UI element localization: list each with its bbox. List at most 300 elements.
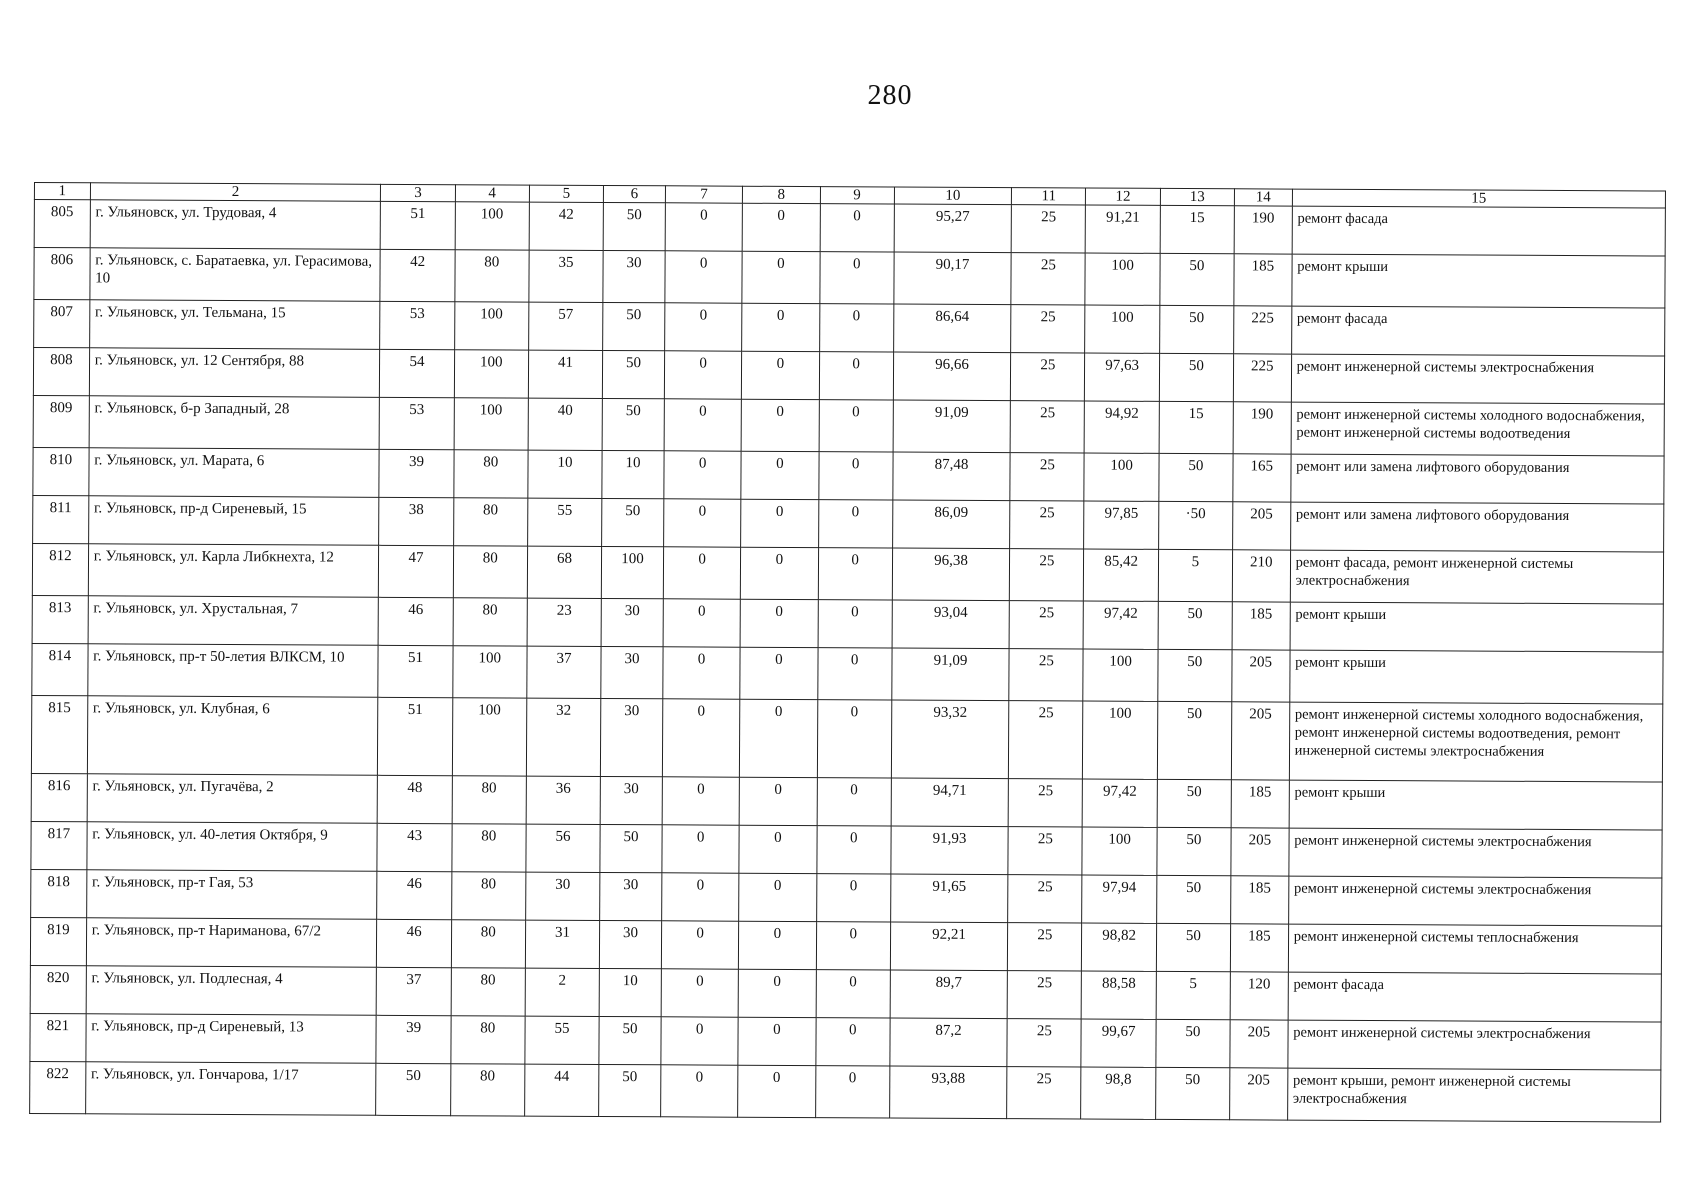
- value-cell: 185: [1231, 780, 1289, 828]
- column-header: 8: [743, 186, 820, 203]
- address-cell: г. Ульяновск, б-р Западный, 28: [89, 396, 380, 450]
- address-cell: г. Ульяновск, пр-т 50-летия ВЛКСМ, 10: [87, 644, 378, 698]
- value-cell: 50: [1157, 779, 1231, 827]
- value-cell: 25: [1011, 253, 1085, 305]
- row-number: 819: [30, 917, 86, 965]
- value-cell: 98,8: [1081, 1067, 1155, 1119]
- value-cell: 0: [818, 548, 892, 600]
- row-number: 809: [33, 395, 89, 447]
- value-cell: 89,7: [890, 970, 1008, 1019]
- value-cell: 91,65: [890, 874, 1008, 923]
- value-cell: 80: [453, 498, 527, 546]
- value-cell: 31: [525, 920, 599, 968]
- value-cell: 55: [527, 498, 601, 546]
- value-cell: 50: [1155, 1067, 1229, 1119]
- value-cell: 0: [664, 499, 742, 547]
- value-cell: 0: [662, 699, 740, 777]
- value-cell: 96,38: [892, 548, 1010, 601]
- value-cell: 68: [527, 546, 601, 598]
- work-type-cell: ремонт крыши: [1289, 650, 1663, 704]
- value-cell: 80: [452, 776, 526, 824]
- value-cell: 0: [738, 1065, 816, 1117]
- value-cell: 5: [1158, 549, 1232, 601]
- value-cell: 25: [1008, 827, 1082, 875]
- value-cell: 185: [1232, 602, 1290, 650]
- value-cell: 97,94: [1082, 875, 1156, 923]
- row-number: 805: [34, 200, 90, 248]
- value-cell: 50: [376, 1063, 450, 1115]
- value-cell: 50: [1156, 1019, 1230, 1067]
- work-type-cell: ремонт инженерной системы электроснабжения: [1289, 828, 1663, 878]
- value-cell: 30: [601, 598, 663, 646]
- value-cell: 0: [742, 203, 820, 251]
- value-cell: 25: [1010, 549, 1084, 601]
- column-header: 1: [34, 183, 90, 200]
- column-header: 12: [1086, 188, 1160, 205]
- table-row: [31, 821, 1662, 878]
- table-row: [31, 869, 1662, 926]
- value-cell: 0: [817, 700, 892, 778]
- value-cell: 0: [816, 826, 890, 874]
- value-cell: 0: [738, 969, 816, 1017]
- value-cell: 97,63: [1085, 353, 1159, 401]
- value-cell: 100: [455, 202, 529, 250]
- value-cell: 25: [1009, 649, 1083, 701]
- address-cell: г. Ульяновск, с. Баратаевка, ул. Герасимова, 10: [90, 248, 381, 302]
- value-cell: 91,09: [893, 400, 1011, 453]
- row-number: 808: [33, 348, 89, 396]
- value-cell: 0: [665, 303, 743, 351]
- value-cell: 0: [664, 399, 742, 451]
- value-cell: 185: [1230, 924, 1288, 972]
- value-cell: 80: [451, 920, 525, 968]
- value-cell: 0: [740, 599, 818, 647]
- work-type-cell: ремонт или замена лифтового оборудования: [1290, 502, 1664, 552]
- value-cell: 30: [600, 872, 662, 920]
- value-cell: 0: [665, 203, 743, 251]
- value-cell: 0: [820, 204, 894, 252]
- value-cell: 80: [451, 872, 525, 920]
- value-cell: 50: [1157, 649, 1231, 701]
- value-cell: 39: [376, 1015, 450, 1063]
- value-cell: 0: [661, 1065, 739, 1117]
- value-cell: 51: [378, 645, 452, 697]
- value-cell: 30: [601, 646, 663, 698]
- value-cell: 48: [378, 775, 452, 823]
- value-cell: 50: [1160, 253, 1234, 305]
- value-cell: 46: [377, 919, 451, 967]
- value-cell: 35: [529, 250, 603, 302]
- value-cell: 0: [818, 500, 892, 548]
- value-cell: 25: [1010, 453, 1084, 501]
- row-number: 821: [30, 1013, 86, 1061]
- value-cell: 25: [1010, 501, 1084, 549]
- column-header: 14: [1234, 189, 1292, 206]
- value-cell: 0: [819, 400, 893, 452]
- value-cell: 225: [1233, 354, 1291, 402]
- value-cell: 100: [1085, 305, 1159, 353]
- value-cell: 30: [599, 920, 661, 968]
- value-cell: 165: [1233, 454, 1291, 502]
- value-cell: 10: [599, 968, 661, 1016]
- value-cell: 100: [1083, 649, 1157, 701]
- value-cell: 25: [1011, 305, 1085, 353]
- value-cell: 41: [528, 350, 602, 398]
- value-cell: 51: [378, 697, 453, 775]
- value-cell: 0: [741, 399, 819, 451]
- value-cell: 100: [454, 350, 528, 398]
- value-cell: 2: [525, 968, 599, 1016]
- work-type-cell: ремонт фасада: [1288, 972, 1662, 1022]
- value-cell: 100: [601, 546, 663, 598]
- address-cell: г. Ульяновск, ул. Марата, 6: [89, 448, 380, 498]
- value-cell: 86,09: [892, 500, 1010, 549]
- value-cell: 97,42: [1083, 779, 1157, 827]
- address-cell: г. Ульяновск, ул. Гончарова, 1/17: [85, 1062, 376, 1116]
- value-cell: 96,66: [893, 352, 1011, 401]
- address-cell: г. Ульяновск, ул. Хрустальная, 7: [88, 596, 379, 646]
- address-cell: г. Ульяновск, пр-д Сиреневый, 15: [88, 496, 379, 546]
- work-type-cell: ремонт инженерной системы электроснабжения: [1288, 876, 1662, 926]
- value-cell: 0: [818, 600, 892, 648]
- value-cell: 88,58: [1082, 971, 1156, 1019]
- work-type-cell: ремонт инженерной системы теплоснабжения: [1288, 924, 1662, 974]
- value-cell: 25: [1009, 601, 1083, 649]
- table-row: [31, 695, 1662, 782]
- value-cell: 0: [816, 922, 890, 970]
- value-cell: ·50: [1158, 501, 1232, 549]
- value-cell: 0: [741, 547, 819, 599]
- value-cell: 25: [1008, 923, 1082, 971]
- value-cell: 0: [741, 451, 819, 499]
- page-number: 280: [867, 80, 913, 111]
- value-cell: 95,27: [894, 204, 1012, 253]
- value-cell: 50: [602, 398, 664, 450]
- value-cell: 100: [1083, 701, 1158, 779]
- value-cell: 100: [454, 398, 528, 450]
- row-number: 820: [30, 965, 86, 1013]
- work-type-cell: ремонт фасада: [1291, 306, 1665, 356]
- value-cell: 50: [603, 202, 665, 250]
- value-cell: 205: [1232, 650, 1290, 702]
- value-cell: 100: [454, 302, 528, 350]
- value-cell: 25: [1008, 875, 1082, 923]
- value-cell: 97,42: [1084, 601, 1158, 649]
- value-cell: 86,64: [893, 304, 1011, 353]
- value-cell: 23: [527, 598, 601, 646]
- value-cell: 25: [1010, 401, 1084, 453]
- value-cell: 80: [450, 1064, 524, 1116]
- value-cell: 50: [1159, 353, 1233, 401]
- row-number: 815: [31, 695, 87, 773]
- value-cell: 0: [816, 970, 890, 1018]
- address-cell: г. Ульяновск, ул. Карла Либкнехта, 12: [88, 544, 379, 598]
- value-cell: 50: [1159, 453, 1233, 501]
- value-cell: 0: [740, 699, 818, 777]
- value-cell: 97,85: [1084, 501, 1158, 549]
- value-cell: 0: [816, 874, 890, 922]
- work-type-cell: ремонт фасада, ремонт инженерной системы электроснабжения: [1290, 550, 1664, 604]
- value-cell: 93,32: [891, 700, 1009, 779]
- value-cell: 80: [453, 450, 527, 498]
- value-cell: 0: [738, 1017, 816, 1065]
- value-cell: 51: [381, 201, 455, 249]
- value-cell: 50: [1157, 701, 1232, 779]
- table-row: [34, 200, 1665, 257]
- row-number: 814: [32, 643, 88, 695]
- row-number: 811: [33, 495, 89, 543]
- value-cell: 25: [1007, 1019, 1081, 1067]
- table-row: [30, 965, 1661, 1022]
- value-cell: 190: [1234, 206, 1292, 254]
- column-header: 5: [529, 185, 603, 202]
- value-cell: 100: [452, 646, 526, 698]
- value-cell: 5: [1156, 971, 1230, 1019]
- table-row: [30, 917, 1661, 974]
- value-cell: 0: [742, 251, 820, 303]
- value-cell: 0: [739, 825, 817, 873]
- value-cell: 0: [818, 452, 892, 500]
- table-row: [34, 248, 1665, 309]
- value-cell: 120: [1230, 972, 1288, 1020]
- value-cell: 94,92: [1085, 401, 1159, 453]
- value-cell: 50: [1156, 875, 1230, 923]
- value-cell: 94,71: [891, 778, 1009, 827]
- value-cell: 185: [1234, 254, 1292, 306]
- value-cell: 98,82: [1082, 923, 1156, 971]
- value-cell: 99,67: [1081, 1019, 1155, 1067]
- value-cell: 50: [1158, 601, 1232, 649]
- value-cell: 50: [603, 302, 665, 350]
- work-type-cell: ремонт или замена лифтового оборудования: [1290, 454, 1664, 504]
- address-cell: г. Ульяновск, ул. Клубная, 6: [87, 696, 378, 776]
- value-cell: 46: [378, 597, 452, 645]
- table-row: [32, 643, 1663, 704]
- value-cell: 0: [662, 825, 740, 873]
- value-cell: 210: [1232, 550, 1290, 602]
- value-cell: 25: [1008, 779, 1082, 827]
- value-cell: 50: [602, 498, 664, 546]
- address-cell: г. Ульяновск, ул. 12 Сентября, 88: [89, 348, 380, 398]
- address-cell: г. Ульяновск, ул. Подлесная, 4: [86, 966, 377, 1016]
- work-type-cell: ремонт крыши: [1289, 780, 1663, 830]
- value-cell: 0: [740, 647, 818, 699]
- value-cell: 50: [599, 1064, 661, 1116]
- value-cell: 0: [817, 778, 891, 826]
- row-number: 810: [33, 447, 89, 495]
- row-number: 817: [31, 821, 87, 869]
- value-cell: 87,2: [890, 1018, 1008, 1067]
- value-cell: 50: [1156, 923, 1230, 971]
- value-cell: 53: [380, 397, 454, 449]
- value-cell: 90,17: [894, 252, 1012, 305]
- value-cell: 0: [664, 451, 742, 499]
- value-cell: 205: [1231, 702, 1289, 780]
- work-type-cell: ремонт инженерной системы холодного водоснабжения, ремонт инженерной системы водоотведения, ремонт инженерной системы электроснабжения: [1289, 702, 1663, 782]
- value-cell: 93,88: [889, 1066, 1007, 1119]
- value-cell: 85,42: [1084, 549, 1158, 601]
- value-cell: 30: [603, 250, 665, 302]
- value-cell: 0: [663, 599, 741, 647]
- value-cell: 205: [1233, 502, 1291, 550]
- value-cell: 0: [664, 351, 742, 399]
- table-row: [33, 447, 1664, 504]
- value-cell: 42: [380, 249, 454, 301]
- value-cell: 54: [380, 349, 454, 397]
- value-cell: 47: [379, 545, 453, 597]
- table-row: [30, 1061, 1661, 1122]
- value-cell: 30: [600, 698, 662, 776]
- value-cell: 0: [819, 252, 893, 304]
- value-cell: 0: [661, 969, 739, 1017]
- value-cell: 80: [451, 968, 525, 1016]
- value-cell: 100: [1084, 453, 1158, 501]
- value-cell: 0: [742, 303, 820, 351]
- column-header: 13: [1160, 188, 1234, 205]
- value-cell: 25: [1007, 971, 1081, 1019]
- work-type-cell: ремонт крыши, ремонт инженерной системы электроснабжения: [1287, 1068, 1661, 1122]
- work-type-cell: ремонт инженерной системы электроснабжения: [1288, 1020, 1662, 1070]
- value-cell: 37: [377, 967, 451, 1015]
- value-cell: 0: [661, 1017, 739, 1065]
- work-type-cell: ремонт инженерной системы холодного водоснабжения, ремонт инженерной системы водоотведения: [1291, 402, 1665, 456]
- row-number: 806: [34, 248, 90, 300]
- value-cell: 91,21: [1086, 205, 1160, 253]
- table-row: [32, 595, 1663, 652]
- value-cell: 15: [1159, 401, 1233, 453]
- value-cell: 80: [453, 546, 527, 598]
- value-cell: 56: [526, 824, 600, 872]
- address-cell: г. Ульяновск, пр-т Нариманова, 67/2: [86, 918, 377, 968]
- column-header: 9: [820, 187, 894, 204]
- address-cell: г. Ульяновск, ул. Тельмана, 15: [89, 300, 380, 350]
- value-cell: 0: [741, 499, 819, 547]
- address-cell: г. Ульяновск, ул. Пугачёва, 2: [87, 774, 378, 824]
- value-cell: 37: [527, 646, 601, 698]
- value-cell: 46: [377, 871, 451, 919]
- column-header: 4: [455, 185, 529, 202]
- table-row: [33, 348, 1664, 405]
- row-number: 807: [34, 300, 90, 348]
- value-cell: 0: [665, 251, 743, 303]
- value-cell: 55: [525, 1016, 599, 1064]
- column-header: 3: [381, 184, 455, 201]
- value-cell: 10: [528, 450, 602, 498]
- value-cell: 30: [525, 872, 599, 920]
- value-cell: 190: [1233, 402, 1291, 454]
- column-header: 7: [665, 186, 742, 203]
- row-number: 812: [32, 543, 88, 595]
- value-cell: 0: [661, 921, 739, 969]
- value-cell: 0: [739, 777, 817, 825]
- value-cell: 53: [380, 301, 454, 349]
- value-cell: 0: [815, 1066, 889, 1118]
- value-cell: 205: [1230, 1068, 1288, 1120]
- address-cell: г. Ульяновск, ул. 40-летия Октября, 9: [87, 822, 378, 872]
- value-cell: 0: [742, 351, 820, 399]
- address-cell: г. Ульяновск, ул. Трудовая, 4: [90, 200, 381, 250]
- column-header: 11: [1012, 188, 1086, 205]
- column-header: 6: [603, 185, 665, 202]
- table-row: [33, 395, 1664, 456]
- value-cell: 225: [1234, 306, 1292, 354]
- value-cell: 0: [815, 1018, 889, 1066]
- value-cell: 15: [1160, 205, 1234, 253]
- value-cell: 80: [451, 1016, 525, 1064]
- value-cell: 25: [1011, 205, 1085, 253]
- value-cell: 10: [602, 450, 664, 498]
- value-cell: 80: [455, 250, 529, 302]
- value-cell: 25: [1007, 1067, 1081, 1119]
- row-number: 818: [31, 869, 87, 917]
- row-number: 816: [31, 773, 87, 821]
- column-header: 2: [90, 183, 381, 202]
- value-cell: 0: [819, 352, 893, 400]
- value-cell: 92,21: [890, 922, 1008, 971]
- table-row: [30, 1013, 1661, 1070]
- value-cell: 44: [524, 1064, 598, 1116]
- value-cell: 80: [452, 824, 526, 872]
- value-cell: 100: [1082, 827, 1156, 875]
- work-type-cell: ремонт фасада: [1292, 206, 1666, 256]
- value-cell: 36: [526, 776, 600, 824]
- value-cell: 0: [819, 304, 893, 352]
- value-cell: 0: [663, 547, 741, 599]
- value-cell: 38: [379, 497, 453, 545]
- value-cell: 50: [600, 824, 662, 872]
- value-cell: 0: [817, 648, 891, 700]
- address-cell: г. Ульяновск, пр-т Гая, 53: [86, 870, 377, 920]
- value-cell: 100: [452, 698, 527, 776]
- register-table: [29, 182, 1666, 1123]
- table-row: [31, 773, 1662, 830]
- register-sheet: [29, 182, 1666, 1123]
- column-header: 15: [1292, 189, 1665, 208]
- value-cell: 25: [1009, 701, 1084, 779]
- value-cell: 50: [602, 350, 664, 398]
- table-row: [33, 495, 1664, 552]
- value-cell: 25: [1011, 353, 1085, 401]
- address-cell: г. Ульяновск, пр-д Сиреневый, 13: [86, 1014, 377, 1064]
- table-row: [32, 543, 1663, 604]
- value-cell: 93,04: [892, 600, 1010, 649]
- value-cell: 50: [599, 1016, 661, 1064]
- value-cell: 40: [528, 398, 602, 450]
- value-cell: 0: [739, 921, 817, 969]
- work-type-cell: ремонт инженерной системы электроснабжения: [1291, 354, 1665, 404]
- value-cell: 30: [600, 776, 662, 824]
- value-cell: 0: [739, 873, 817, 921]
- value-cell: 57: [528, 302, 602, 350]
- row-number: 813: [32, 595, 88, 643]
- value-cell: 205: [1230, 1020, 1288, 1068]
- value-cell: 39: [379, 449, 453, 497]
- work-type-cell: ремонт крыши: [1290, 602, 1664, 652]
- table-row: [34, 300, 1665, 357]
- row-number: 822: [30, 1061, 86, 1113]
- value-cell: 100: [1085, 253, 1159, 305]
- value-cell: 0: [663, 647, 741, 699]
- value-cell: 80: [453, 598, 527, 646]
- value-cell: 50: [1157, 827, 1231, 875]
- value-cell: 91,93: [891, 826, 1009, 875]
- work-type-cell: ремонт крыши: [1292, 254, 1666, 308]
- value-cell: 87,48: [893, 452, 1011, 501]
- value-cell: 32: [526, 698, 601, 776]
- value-cell: 0: [662, 777, 740, 825]
- value-cell: 43: [377, 823, 451, 871]
- value-cell: 50: [1159, 305, 1233, 353]
